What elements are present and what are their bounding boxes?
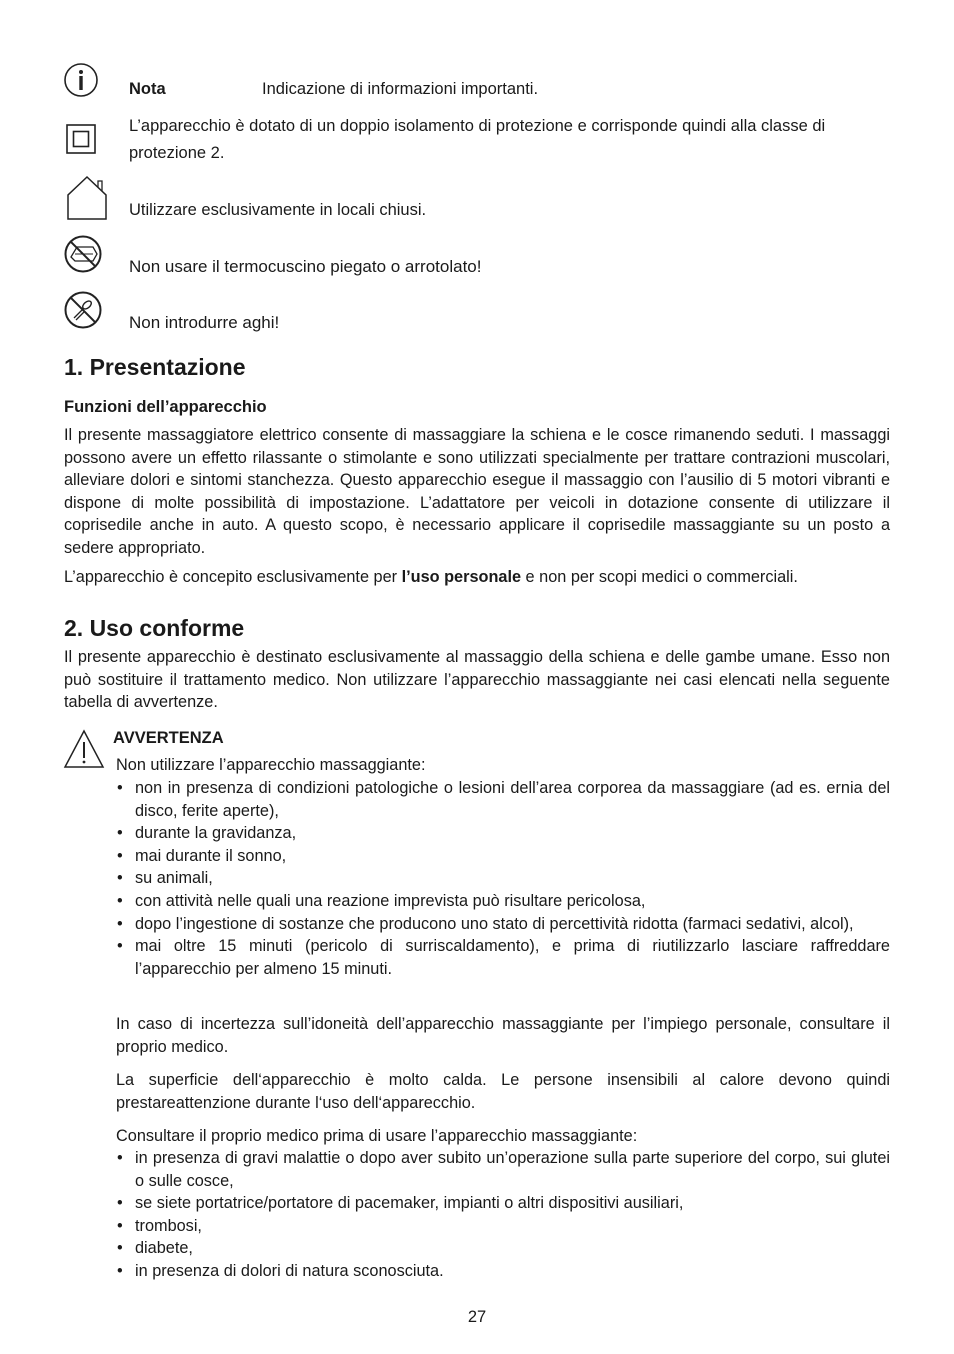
list-item: • dopo l’ingestione di sostanze che producono uno stato di percettività ridotta (farmaci sedativi, alcol), xyxy=(116,913,890,936)
list-item: • non in presenza di condizioni patologiche o lesioni dell’area corporea da massaggiare (ad es. ernia del disco, ferite aperte), xyxy=(116,777,890,822)
personal-use-bold: l’uso personale xyxy=(401,568,522,586)
nota-label: Nota xyxy=(129,80,166,98)
personal-use-pre: L’apparecchio è concepito esclusivamente per xyxy=(64,568,402,586)
list-item: • trombosi, xyxy=(116,1215,890,1238)
list-item: • in presenza di gravi malattie o dopo aver subito un’operazione sulla parte superiore del corpo, sui glutei o sulle cosce, xyxy=(116,1147,890,1192)
warning-icon xyxy=(63,729,105,769)
no-needles-text: Non introdurre aghi! xyxy=(129,313,280,332)
page-number: 27 xyxy=(467,1308,487,1326)
section1-paragraph: Il presente massaggiatore elettrico consente di massaggiare la schiena e le cosce rimanendo seduti. I massaggi possono avere un effetto rilassante o stimolante e sono utilizzati specialmente per trattare contrazioni muscolari, alleviare dolori e sintomi stanchezza. Questo apparecchio esegue il massaggio con l’ausilio di 5 motori vibranti e dispone di molte possibilità di impostazione. L’adattatore per veicoli in dotazione consente di utilizzare il coprisedile anche in auto. A questo scopo, è necessario applicare il coprisedile massaggiante su un posto a sedere appropriato. xyxy=(64,426,890,557)
list-item: • in presenza di dolori di natura sconosciuta. xyxy=(116,1260,890,1283)
section1-title: 1. Presentazione xyxy=(64,354,246,380)
section1-subtitle: Funzioni dell’apparecchio xyxy=(64,398,267,416)
no-fold-icon xyxy=(63,234,103,274)
personal-use-paragraph xyxy=(64,566,890,589)
indoor-text: Utilizzare esclusivamente in locali chiusi. xyxy=(129,201,427,219)
double-insulation-icon xyxy=(66,124,96,154)
list-item: • durante la gravidanza, xyxy=(116,822,890,845)
no-needles-icon xyxy=(63,290,103,330)
warning-intro: Non utilizzare l’apparecchio massaggiante: xyxy=(116,756,426,774)
section2-paragraph: Il presente apparecchio è destinato esclusivamente al massaggio della schiena e delle gambe umane. Esso non può sostituire il trattamento medico. Non utilizzare l’apparecchio massaggiante nei casi elencati nella seguente tabella di avvertenze. xyxy=(64,648,890,711)
section2-title: 2. Uso conforme xyxy=(64,615,245,641)
list-item: • su animali, xyxy=(116,867,890,890)
warning-title: AVVERTENZA xyxy=(113,729,224,747)
nota-text: Indicazione di informazioni importanti. xyxy=(262,80,539,98)
list-item: • mai durante il sonno, xyxy=(116,845,890,868)
consult-intro: Consultare il proprio medico prima di usare l’apparecchio massaggiante: xyxy=(116,1127,638,1145)
house-icon xyxy=(65,175,111,221)
consult-list xyxy=(116,1147,890,1283)
list-item: • se siete portatrice/portatore di pacemaker, impianti o altri dispositivi ausiliari, xyxy=(116,1192,890,1215)
doubt-paragraph: In caso di incertezza sull’idoneità dell’apparecchio massaggiante per l’impiego personale, consultare il proprio medico. xyxy=(116,1015,890,1056)
info-icon xyxy=(63,62,99,98)
warning-list xyxy=(116,777,890,980)
hot-surface-paragraph: La superficie dell‘apparecchio è molto calda. Le persone insensibili al calore devono quindi prestareattenzione durante l‘uso dell‘apparecchio. xyxy=(116,1071,890,1112)
class2-text-line1: L’apparecchio è dotato di un doppio isolamento di protezione e corrisponde quindi alla classe di xyxy=(129,117,826,135)
list-item: • diabete, xyxy=(116,1237,890,1260)
list-item: • mai oltre 15 minuti (pericolo di surriscaldamento), e prima di riutilizzarlo lasciare raffreddare l’apparecchio per almeno 15 minuti. xyxy=(116,935,890,980)
class2-text-line2: protezione 2. xyxy=(129,144,225,162)
personal-use-post: e non per scopi medici o commerciali. xyxy=(521,568,798,586)
no-fold-text: Non usare il termocuscino piegato o arrotolato! xyxy=(129,257,482,276)
list-item: • con attività nelle quali una reazione imprevista può risultare pericolosa, xyxy=(116,890,890,913)
